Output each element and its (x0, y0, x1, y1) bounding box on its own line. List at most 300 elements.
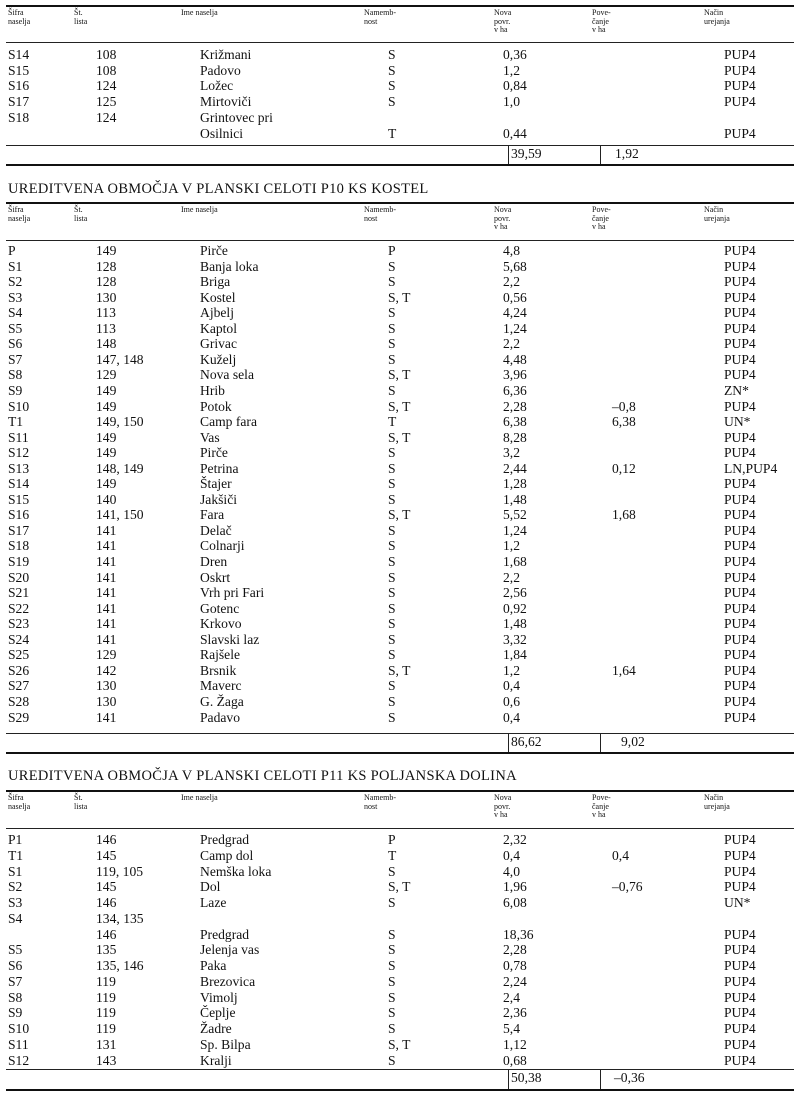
cell-settlement: Štajer (200, 476, 232, 492)
cell-sheet: 134, 135 (96, 910, 144, 926)
header-code: Šifra naselja (8, 205, 31, 223)
cell-code: T1 (8, 414, 24, 430)
cell-code: S17 (8, 522, 30, 538)
table-row (6, 848, 794, 864)
cell-method: PUP4 (724, 538, 756, 554)
cell-method: PUP4 (724, 367, 756, 383)
cell-settlement: Camp dol (200, 847, 254, 863)
cell-method: PUP4 (724, 662, 756, 678)
cell-method: PUP4 (724, 585, 756, 601)
cell-code: P1 (8, 832, 23, 847)
cell-sheet: 149 (96, 445, 117, 461)
table-row (6, 414, 794, 430)
cell-settlement: Krkovo (200, 616, 242, 632)
table-row (6, 305, 794, 321)
table-row (6, 570, 794, 586)
header-increase: Pove- čanje v ha (592, 793, 611, 819)
table-row (6, 399, 794, 415)
cell-settlement: Dren (200, 554, 228, 569)
cell-settlement: Osilnici (200, 125, 244, 141)
table2-bottom-rule (6, 752, 794, 754)
cell-settlement: Jelenja vas (200, 942, 260, 958)
cell-purpose: S (388, 47, 396, 62)
cell-area: 5,68 (503, 258, 527, 274)
cell-code: S9 (8, 1005, 23, 1021)
cell-sheet: 130 (96, 289, 117, 305)
cell-purpose: S (388, 258, 396, 274)
cell-settlement: G. Žaga (200, 693, 244, 709)
table3-total-area: 50,38 (511, 1070, 542, 1085)
table-row (6, 461, 794, 477)
header-area: Nova povr. v ha (494, 8, 512, 34)
cell-sheet: 130 (96, 693, 117, 709)
table-row (6, 1053, 794, 1069)
table2-sum-rule (6, 733, 794, 734)
cell-code: S9 (8, 382, 23, 398)
cell-settlement: Gotenc (200, 600, 240, 616)
cell-area: 4,0 (503, 863, 520, 879)
cell-method: LN,PUP4 (724, 460, 778, 476)
cell-sheet: 119, 105 (96, 863, 144, 879)
header-sheet: Št. lista (74, 8, 88, 26)
cell-method: PUP4 (724, 616, 756, 632)
table-row (6, 601, 794, 617)
cell-purpose: T (388, 847, 397, 863)
table-row (6, 110, 794, 126)
cell-purpose: S (388, 460, 396, 476)
cell-area: 6,36 (503, 382, 527, 398)
cell-method: PUP4 (724, 879, 756, 895)
cell-area: 2,24 (503, 973, 527, 989)
cell-code: S20 (8, 569, 30, 585)
table3-sum-rule (6, 1069, 794, 1070)
cell-sheet: 146 (96, 926, 117, 942)
cell-method: PUP4 (724, 832, 756, 847)
cell-settlement: Brsnik (200, 662, 237, 678)
cell-area: 8,28 (503, 429, 527, 445)
cell-code: S22 (8, 600, 30, 616)
table-row (6, 616, 794, 632)
cell-method: PUP4 (724, 445, 756, 461)
cell-settlement: Delač (200, 522, 232, 538)
table-row (6, 585, 794, 601)
cell-settlement: Hrib (200, 382, 225, 398)
cell-sheet: 119 (96, 1005, 116, 1021)
cell-settlement: Grintovec pri (200, 109, 273, 125)
cell-code: S6 (8, 336, 23, 352)
cell-sheet: 108 (96, 62, 117, 78)
cell-method: PUP4 (724, 958, 756, 973)
table3-bottom-rule (6, 1089, 794, 1091)
table-row (6, 647, 794, 663)
cell-area: 4,48 (503, 351, 527, 367)
cell-code: S7 (8, 351, 23, 367)
cell-purpose: S (388, 522, 396, 538)
table2-header (6, 206, 794, 236)
cell-purpose: S, T (388, 367, 411, 383)
cell-settlement: Križmani (200, 47, 252, 62)
cell-settlement: Dol (200, 879, 221, 895)
table-row (6, 445, 794, 461)
cell-code: S3 (8, 895, 23, 910)
cell-method: PUP4 (724, 125, 756, 141)
cell-area: 1,0 (503, 94, 520, 110)
cell-code: S21 (8, 585, 30, 601)
cell-method: PUP4 (724, 1021, 756, 1036)
cell-code: S3 (8, 289, 23, 305)
cell-sheet: 124 (96, 78, 117, 94)
table-row (6, 126, 794, 142)
cell-method: PUP4 (724, 398, 756, 414)
cell-sheet: 131 (96, 1036, 117, 1052)
cell-settlement: Pirče (200, 445, 228, 461)
cell-sheet: 145 (96, 879, 117, 895)
cell-method: PUP4 (724, 1036, 756, 1052)
cell-settlement: Paka (200, 958, 227, 973)
cell-settlement: Fara (200, 507, 225, 523)
cell-purpose: S (388, 863, 396, 879)
cell-code: S6 (8, 958, 23, 973)
cell-sheet: 147, 148 (96, 351, 144, 367)
cell-area: 0,44 (503, 125, 527, 141)
cell-method: PUP4 (724, 305, 756, 321)
cell-method: PUP4 (724, 274, 756, 290)
cell-settlement: Ložec (200, 78, 234, 94)
table2-body (6, 243, 794, 733)
cell-area: 4,24 (503, 305, 527, 321)
cell-purpose: S (388, 709, 396, 725)
cell-purpose: S (388, 616, 396, 632)
cell-sheet: 142 (96, 662, 117, 678)
cell-sheet: 113 (96, 320, 116, 336)
cell-purpose: S, T (388, 879, 411, 895)
cell-sheet: 128 (96, 274, 117, 290)
cell-code: S14 (8, 47, 30, 62)
header-sheet: Št. lista (74, 793, 88, 811)
cell-method: PUP4 (724, 942, 756, 958)
table2-total-area: 86,62 (511, 734, 542, 749)
cell-settlement: Kralji (200, 1052, 232, 1068)
top-rule (6, 5, 794, 7)
cell-purpose: S, T (388, 289, 411, 305)
cell-method: PUP4 (724, 1052, 756, 1068)
cell-method: PUP4 (724, 926, 756, 942)
cell-method: PUP4 (724, 847, 756, 863)
cell-method: PUP4 (724, 631, 756, 647)
table2-top-rule (6, 202, 794, 204)
cell-sheet: 140 (96, 491, 117, 507)
cell-method: PUP4 (724, 47, 756, 62)
cell-code: S1 (8, 863, 23, 879)
cell-code: S19 (8, 554, 30, 569)
cell-settlement: Kaptol (200, 320, 237, 336)
cell-settlement: Padavo (200, 709, 241, 725)
cell-method: PUP4 (724, 863, 756, 879)
cell-sheet: 119 (96, 973, 116, 989)
cell-purpose: S (388, 631, 396, 647)
header-area: Nova povr. v ha (494, 205, 512, 231)
cell-settlement: Vimolj (200, 989, 238, 1005)
cell-settlement: Maverc (200, 678, 242, 694)
cell-settlement: Kuželj (200, 351, 237, 367)
cell-code: S23 (8, 616, 30, 632)
table3-body (6, 832, 794, 1070)
cell-area: 0,78 (503, 958, 527, 973)
cell-method: PUP4 (724, 336, 756, 352)
cell-area: 18,36 (503, 926, 534, 942)
table1-total-area: 39,59 (511, 146, 542, 161)
cell-code: S15 (8, 62, 30, 78)
cell-sheet: 141 (96, 554, 117, 569)
table-row (6, 492, 794, 508)
table3-header (6, 794, 794, 824)
cell-purpose: S (388, 491, 396, 507)
cell-area: 1,12 (503, 1036, 527, 1052)
cell-area: 2,28 (503, 942, 527, 958)
cell-purpose: S, T (388, 1036, 411, 1052)
cell-settlement: Rajšele (200, 647, 241, 663)
cell-area: 4,8 (503, 243, 520, 258)
header-code: Šifra naselja (8, 8, 31, 26)
cell-purpose: S (388, 693, 396, 709)
table-row (6, 895, 794, 911)
cell-increase: 1,64 (612, 662, 636, 678)
cell-sheet: 143 (96, 1052, 117, 1068)
cell-purpose: S (388, 585, 396, 601)
cell-settlement: Pirče (200, 243, 228, 258)
cell-method: PUP4 (724, 522, 756, 538)
cell-area: 0,68 (503, 1052, 527, 1068)
cell-sheet: 145 (96, 847, 117, 863)
cell-purpose: S (388, 1005, 396, 1021)
cell-area: 2,36 (503, 1005, 527, 1021)
cell-area: 3,96 (503, 367, 527, 383)
table1-header (6, 9, 794, 39)
cell-settlement: Predgrad (200, 832, 250, 847)
cell-purpose: S (388, 1052, 396, 1068)
cell-method: PUP4 (724, 429, 756, 445)
cell-code: S11 (8, 429, 29, 445)
cell-increase: –0,8 (612, 398, 636, 414)
cell-method: PUP4 (724, 693, 756, 709)
cell-area: 1,28 (503, 476, 527, 492)
cell-code: S18 (8, 538, 30, 554)
cell-area: 2,28 (503, 398, 527, 414)
cell-area: 5,52 (503, 507, 527, 523)
cell-area: 3,2 (503, 445, 520, 461)
cell-purpose: S (388, 942, 396, 958)
cell-method: PUP4 (724, 62, 756, 78)
cell-increase: 1,68 (612, 507, 636, 523)
cell-code: S4 (8, 910, 23, 926)
cell-sheet: 146 (96, 895, 117, 910)
cell-code: S18 (8, 109, 30, 125)
table-row (6, 321, 794, 337)
header-settlement: Ime naselja (181, 793, 218, 802)
header-settlement: Ime naselja (181, 205, 218, 214)
cell-area: 2,32 (503, 832, 527, 847)
cell-area: 2,2 (503, 336, 520, 352)
table-row (6, 538, 794, 554)
cell-method: PUP4 (724, 320, 756, 336)
cell-settlement: Briga (200, 274, 231, 290)
cell-code: S16 (8, 78, 30, 94)
cell-sheet: 124 (96, 109, 117, 125)
cell-settlement: Ajbelj (200, 305, 234, 321)
cell-settlement: Vas (200, 429, 220, 445)
table-row (6, 663, 794, 679)
cell-increase: 0,4 (612, 847, 629, 863)
table-row (6, 94, 794, 110)
cell-area: 0,36 (503, 47, 527, 62)
cell-method: PUP4 (724, 709, 756, 725)
header-method: Način urejanja (704, 8, 730, 26)
cell-area: 1,2 (503, 662, 520, 678)
cell-area: 2,4 (503, 989, 520, 1005)
cell-settlement: Grivac (200, 336, 237, 352)
cell-area: 5,4 (503, 1021, 520, 1036)
cell-area: 2,2 (503, 274, 520, 290)
cell-sheet: 141 (96, 569, 117, 585)
table-row (6, 694, 794, 710)
cell-purpose: S (388, 647, 396, 663)
table-row (6, 958, 794, 974)
cell-sheet: 148 (96, 336, 117, 352)
cell-area: 0,6 (503, 693, 520, 709)
cell-sheet: 141 (96, 538, 117, 554)
cell-sheet: 128 (96, 258, 117, 274)
cell-sheet: 141, 150 (96, 507, 144, 523)
header-increase: Pove- čanje v ha (592, 8, 611, 34)
table-row (6, 942, 794, 958)
cell-purpose: S (388, 600, 396, 616)
table1-sum-rule (6, 145, 794, 146)
cell-area: 6,08 (503, 895, 527, 910)
table3-divider-2 (600, 1069, 601, 1089)
cell-purpose: S (388, 274, 396, 290)
table-row (6, 367, 794, 383)
table-row (6, 243, 794, 259)
table-row (6, 927, 794, 943)
cell-code: S1 (8, 258, 23, 274)
cell-purpose: S, T (388, 662, 411, 678)
table-row (6, 554, 794, 570)
cell-purpose: S (388, 678, 396, 694)
table-row (6, 290, 794, 306)
cell-area: 1,48 (503, 616, 527, 632)
cell-area: 1,24 (503, 522, 527, 538)
table-row (6, 1005, 794, 1021)
cell-sheet: 141 (96, 709, 117, 725)
cell-area: 1,2 (503, 62, 520, 78)
cell-area: 3,32 (503, 631, 527, 647)
cell-sheet: 129 (96, 367, 117, 383)
cell-area: 1,48 (503, 491, 527, 507)
cell-settlement: Camp fara (200, 414, 257, 430)
cell-area: 0,4 (503, 678, 520, 694)
table-row (6, 990, 794, 1006)
cell-sheet: 113 (96, 305, 116, 321)
table-row (6, 710, 794, 726)
table3-top-rule (6, 790, 794, 792)
cell-settlement: Žadre (200, 1021, 232, 1036)
table-row (6, 47, 794, 63)
table-row (6, 274, 794, 290)
cell-purpose: S, T (388, 507, 411, 523)
cell-method: PUP4 (724, 678, 756, 694)
cell-area: 1,84 (503, 647, 527, 663)
cell-code: S7 (8, 973, 23, 989)
cell-method: UN* (724, 895, 751, 910)
cell-code: S10 (8, 398, 30, 414)
cell-code: S27 (8, 678, 30, 694)
table2-divider-2 (600, 733, 601, 752)
cell-method: PUP4 (724, 973, 756, 989)
header-method: Način urejanja (704, 205, 730, 223)
cell-purpose: S (388, 305, 396, 321)
cell-method: PUP4 (724, 647, 756, 663)
cell-purpose: S (388, 336, 396, 352)
cell-purpose: S (388, 351, 396, 367)
cell-area: 1,24 (503, 320, 527, 336)
table1-total-increase: 1,92 (615, 146, 639, 161)
cell-settlement: Brezovica (200, 973, 256, 989)
table-row (6, 507, 794, 523)
cell-method: UN* (724, 414, 751, 430)
header-code: Šifra naselja (8, 793, 31, 811)
cell-sheet: 119 (96, 1021, 116, 1036)
cell-code: P (8, 243, 16, 258)
cell-code: S12 (8, 445, 30, 461)
cell-sheet: 141 (96, 631, 117, 647)
cell-settlement: Kostel (200, 289, 236, 305)
cell-area: 2,44 (503, 460, 527, 476)
cell-settlement: Padovo (200, 62, 241, 78)
table-row (6, 1021, 794, 1037)
cell-sheet: 149, 150 (96, 414, 144, 430)
cell-purpose: S (388, 958, 396, 973)
cell-code: S8 (8, 989, 23, 1005)
cell-sheet: 149 (96, 476, 117, 492)
cell-sheet: 135 (96, 942, 117, 958)
section2-title: UREDITVENA OBMOČJA V PLANSKI CELOTI P10 KS KOSTEL (8, 181, 429, 197)
cell-purpose: S (388, 973, 396, 989)
table1-body (6, 47, 794, 144)
header-sheet: Št. lista (74, 205, 88, 223)
cell-area: 6,38 (503, 414, 527, 430)
cell-code: S10 (8, 1021, 30, 1036)
cell-purpose: S (388, 320, 396, 336)
header-purpose: Namemb- nost (364, 8, 396, 26)
cell-sheet: 141 (96, 585, 117, 601)
cell-sheet: 148, 149 (96, 460, 144, 476)
cell-purpose: S (388, 926, 396, 942)
cell-code: S12 (8, 1052, 30, 1068)
header-area: Nova povr. v ha (494, 793, 512, 819)
cell-code: S4 (8, 305, 23, 321)
cell-sheet: 141 (96, 600, 117, 616)
table2-total-increase: 9,02 (621, 734, 645, 749)
cell-sheet: 129 (96, 647, 117, 663)
header-purpose: Namemb- nost (364, 793, 396, 811)
cell-sheet: 141 (96, 616, 117, 632)
cell-settlement: Vrh pri Fari (200, 585, 265, 601)
cell-sheet: 125 (96, 94, 117, 110)
cell-code: S14 (8, 476, 30, 492)
cell-purpose: P (388, 832, 396, 847)
cell-settlement: Nemška loka (200, 863, 272, 879)
header-increase: Pove- čanje v ha (592, 205, 611, 231)
